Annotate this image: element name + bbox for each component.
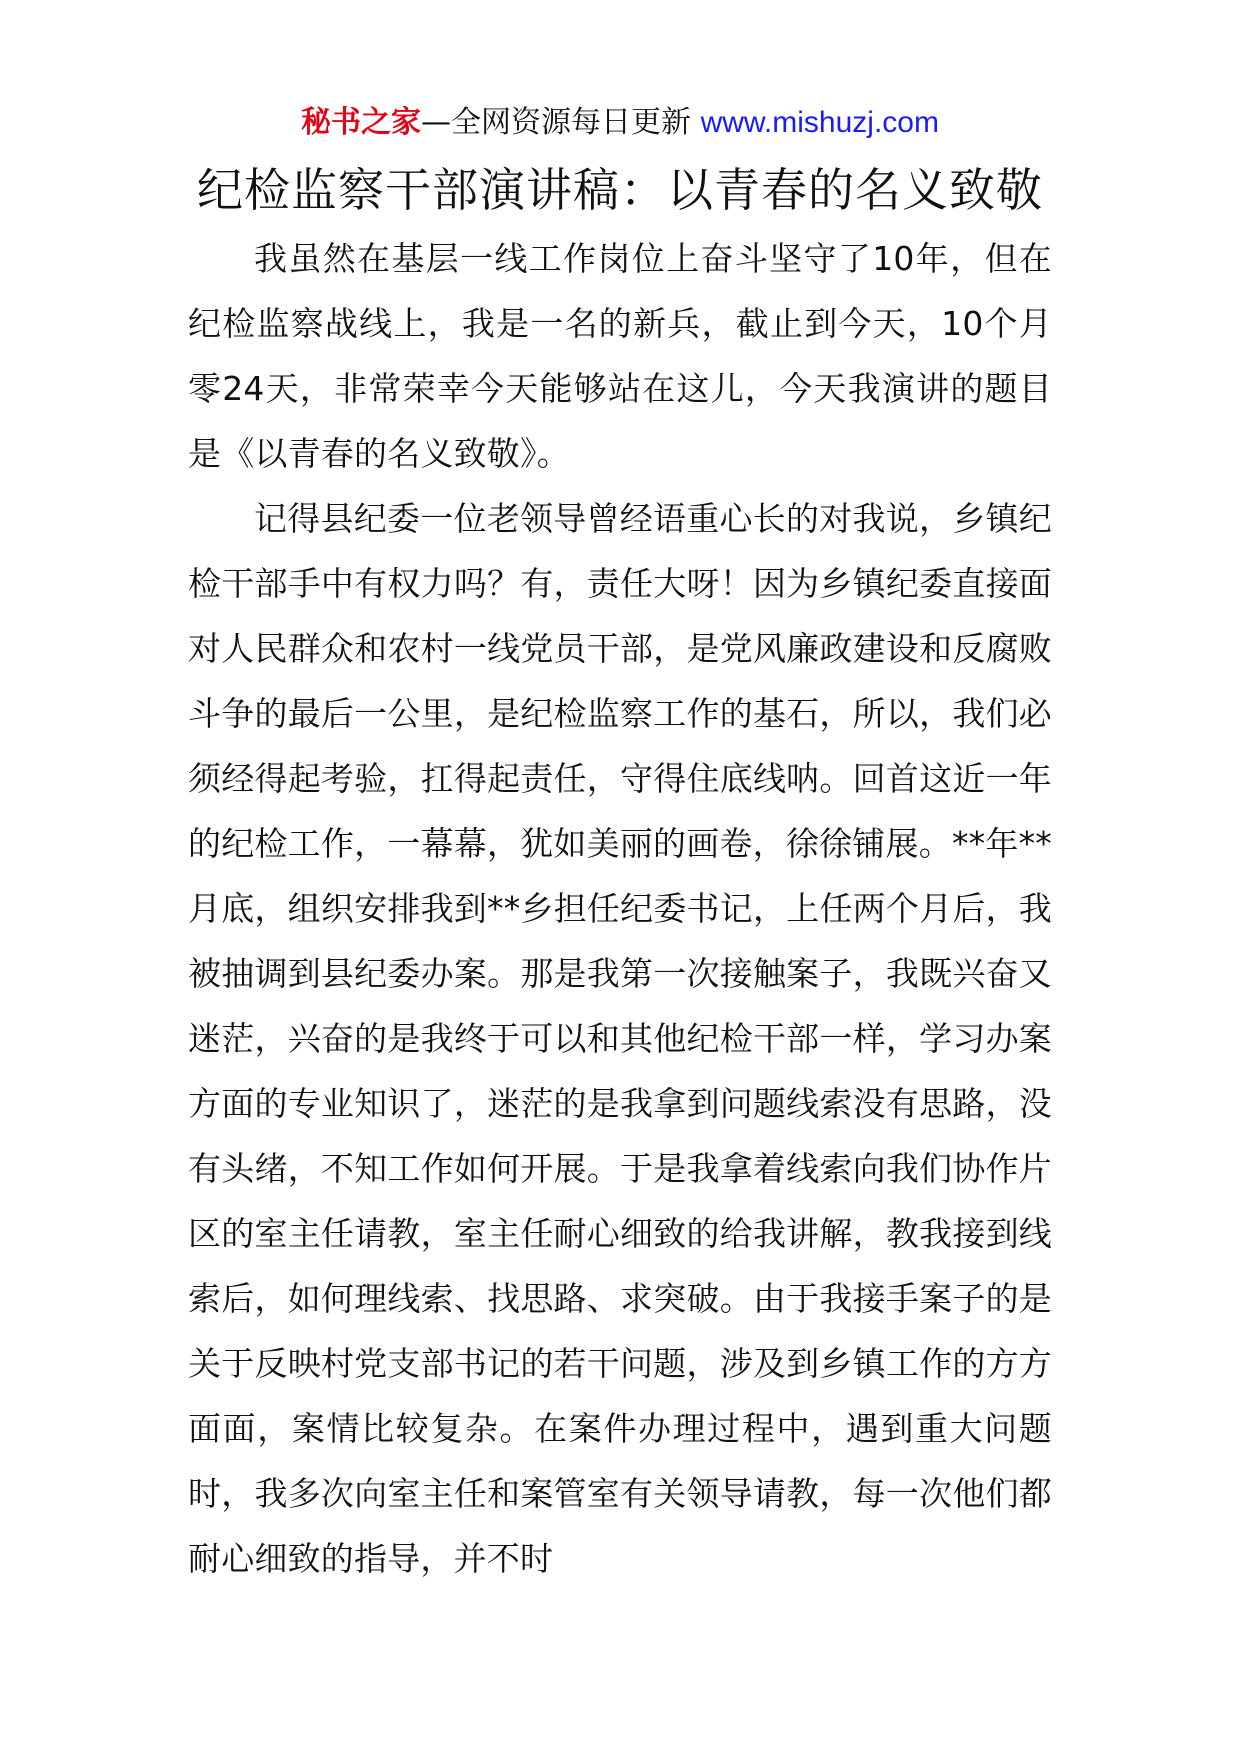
paragraph-2: 记得县纪委一位老领导曾经语重心长的对我说，乡镇纪检干部手中有权力吗？有，责任大呀！因为乡镇纪委直接面对人民群众和农村一线党员干部，是党风廉政建设和反腐败斗争的最后一公里，是纪检监察工作的基石，所以，我们必须经得起考验，扛得起责任，守得住底线呐。回首这近一年的纪检工作，一幕幕，犹如美丽的画卷，徐徐铺展。**年**月底，组织安排我到**乡担任纪委书记，上任两个月后，我被抽调到县纪委办案。那是我第一次接触案子，我既兴奋又迷茫，兴奋的是我终于可以和其他纪检干部一样，学习办案方面的专业知识了，迷茫的是我拿到问题线索没有思路，没有头绪，不知工作如何开展。于是我拿着线索向我们协作片区的室主任请教，室主任耐心细致的给我讲解，教我接到线索后，如何理线索、找思路、求突破。由于我接手案子的是关于反映村党支部书记的若干问题，涉及到乡镇工作的方方面面，案情比较复杂。在案件办理过程中，遇到重大问题时，我多次向室主任和案管室有关领导请教，每一次他们都耐心细致的指导，并不时 (188, 499, 1052, 1578)
document-body (188, 226, 1052, 1591)
paragraph-1: 我虽然在基层一线工作岗位上奋斗坚守了10年，但在纪检监察战线上，我是一名的新兵，截止到今天，10个月零24天，非常荣幸今天能够站在这儿，今天我演讲的题目是《以青春的名义致敬》。 (188, 239, 1052, 473)
site-brand: 秘书之家 (301, 105, 422, 140)
site-tagline: —全网资源每日更新 (421, 105, 692, 140)
document-title: 纪检监察干部演讲稿：以青春的名义致敬 (197, 163, 1043, 217)
site-header-banner (0, 103, 1240, 143)
site-url-link[interactable]: www.mishuzj.com (700, 106, 939, 139)
